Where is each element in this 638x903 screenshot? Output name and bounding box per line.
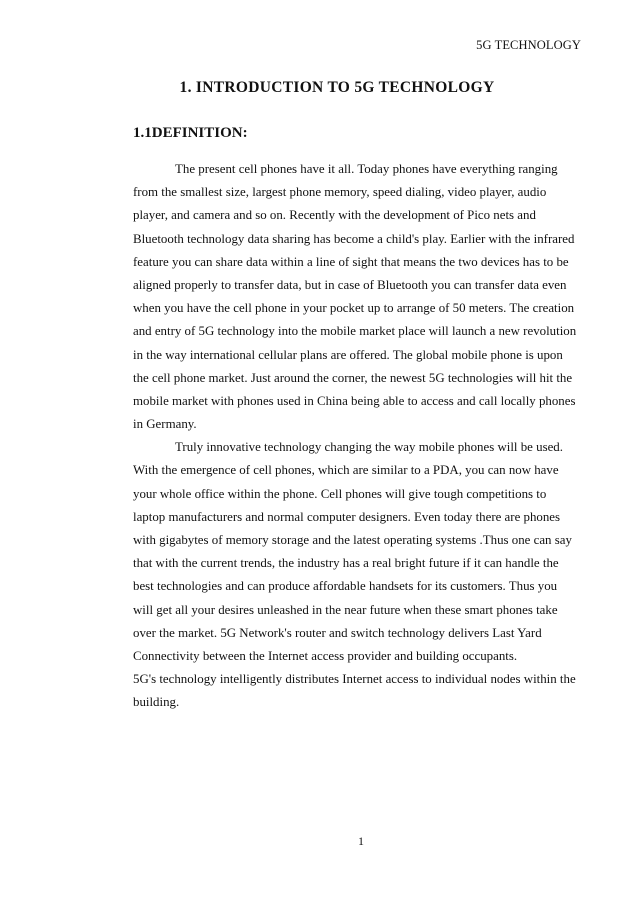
paragraph-line: that with the current trends, the industry has a real bright future if it can handle the bbox=[133, 556, 559, 571]
paragraph-line: the cell phone market. Just around the corner, the newest 5G technologies will hit the bbox=[133, 370, 573, 385]
paragraph-line: laptop manufacturers and normal computer designers. Even today there are phones bbox=[133, 509, 561, 524]
paragraph-line: your whole office within the phone. Cell phones will give tough competitions to bbox=[133, 486, 547, 501]
paragraph-line: aligned properly to transfer data, but in case of Bluetooth you can transfer data even bbox=[133, 277, 567, 292]
paragraph-line: The present cell phones have it all. Today phones have everything ranging bbox=[175, 162, 558, 176]
paragraph-line: with gigabytes of memory storage and the latest operating systems .Thus one can say bbox=[133, 533, 572, 547]
paragraph-line: Connectivity between the Internet access provider and building occupants. bbox=[133, 648, 518, 663]
paragraph-line: from the smallest size, largest phone memory, speed dialing, video player, audio bbox=[133, 185, 547, 200]
paragraph-line: player, and camera and so on. Recently with the development of Pico nets and bbox=[133, 208, 536, 223]
paragraph-line: in the way international cellular plans are offered. The global mobile phone is upon bbox=[133, 347, 563, 362]
running-header: 5G TECHNOLOGY bbox=[476, 38, 581, 52]
chapter-title: 1. INTRODUCTION TO 5G TECHNOLOGY bbox=[179, 79, 495, 96]
paragraph-line: mobile market with phones used in China being able to access and call locally phones bbox=[133, 393, 576, 408]
paragraph-line: feature you can share data within a line of sight that means the two devices has to be bbox=[133, 254, 569, 269]
paragraph-line: With the emergence of cell phones, which are similar to a PDA, you can now have bbox=[133, 463, 559, 478]
paragraph-line: building. bbox=[133, 695, 180, 710]
section-heading: 1.1DEFINITION: bbox=[133, 125, 248, 141]
paragraph-line: 5G's technology intelligently distributes Internet access to individual nodes within the bbox=[133, 672, 576, 687]
paragraph-line: will get all your desires unleashed in the near future when these smart phones take bbox=[133, 602, 558, 617]
paragraph-line: and entry of 5G technology into the mobile market place will launch a new revolution bbox=[133, 324, 577, 339]
paragraph-line: best technologies and can produce affordable handsets for its customers. Thus you bbox=[133, 579, 558, 594]
paragraph-line: over the market. 5G Network's router and switch technology delivers Last Yard bbox=[133, 625, 542, 640]
paragraph-line: Bluetooth technology data sharing has become a child's play. Earlier with the infrared bbox=[133, 231, 575, 246]
page-number: 1 bbox=[358, 834, 364, 848]
paragraph-line: in Germany. bbox=[133, 417, 197, 432]
body-text bbox=[133, 158, 581, 715]
paragraph-line: when you have the cell phone in your pocket up to arrange of 50 meters. The creation bbox=[133, 301, 575, 316]
paragraph-line: Truly innovative technology changing the way mobile phones will be used. bbox=[175, 440, 563, 455]
